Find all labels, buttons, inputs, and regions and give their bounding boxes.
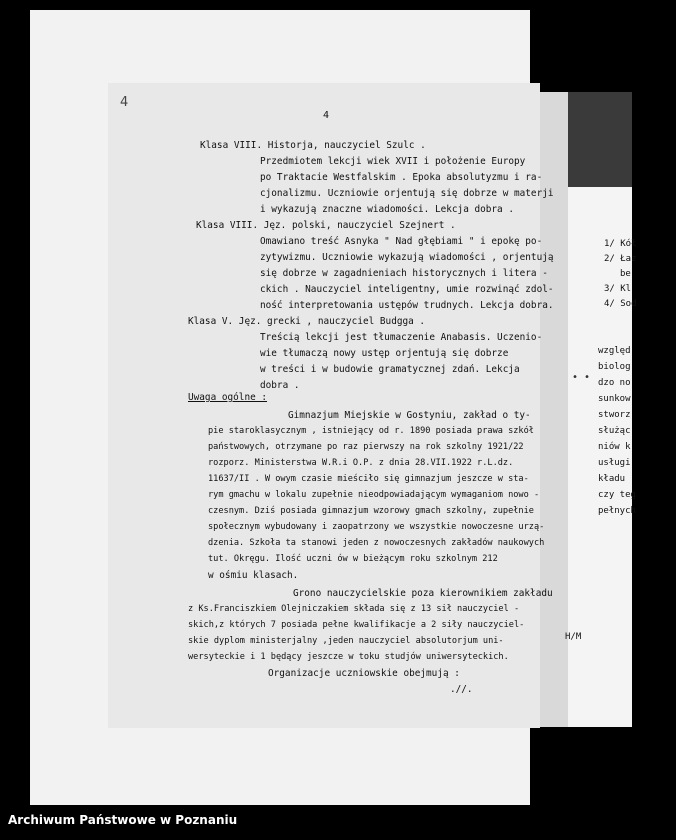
adjacent-line: biolog [598, 362, 631, 372]
text-line: skich,z których 7 posiada pełne kwalifikacje a 2 siły nauczyciel- [188, 620, 525, 630]
text-line: Treścią lekcji jest tłumaczenie Anabasis. Uczenio- [260, 332, 543, 343]
text-line: Przedmiotem lekcji wiek XVII i położenie Europy [260, 156, 526, 167]
text-line: dobra . [260, 380, 300, 391]
text-line: Gimnazjum Miejskie w Gostyniu, zakład o ty- [288, 410, 531, 421]
text-line: czesnym. Dziś posiada gimnazjum wzorowy gmach szkolny, zupełnie [208, 506, 534, 516]
text-line: Omawiano treść Asnyka " Nad głębiami " i epokę po- [260, 236, 543, 247]
text-line: dzenia. Szkoła ta stanowi jeden z nowoczesnych zakładów naukowych [208, 538, 545, 548]
adjacent-line: 4/ Sod [604, 299, 637, 309]
text-line: zytywizmu. Uczniowie wykazują wiadomości , orjentują [260, 252, 554, 263]
adjacent-line: dzo no [598, 378, 631, 388]
text-line: i wykazują znaczne wiadomości. Lekcja dobra . [260, 204, 514, 215]
adjacent-line: be [620, 269, 631, 279]
text-line: pie staroklasycznym , istniejący od r. 1890 posiada prawa szkół [208, 426, 534, 436]
typewritten-page [108, 83, 554, 728]
text-line: ność interpretowania ustępów trudnych. Lekcja dobra. [260, 300, 554, 311]
right-page-dots: • • [572, 372, 591, 383]
text-line: ckich . Nauczyciel inteligentny, umie rozwinąć zdol- [260, 284, 554, 295]
text-line: skie dyplom ministerjalny ,jeden nauczyciel absolutorjum uni- [188, 636, 504, 646]
text-line: z Ks.Franciszkiem Olejniczakiem składa się z 13 sił nauczyciel - [188, 604, 520, 614]
text-line: rym gmachu w lokalu zupełnie nieodpowiadającym wymaganiom nowo - [208, 490, 540, 500]
text-line: państwowych, otrzymane po raz pierwszy na rok szkolny 1921/22 [208, 442, 524, 452]
text-line: 11637/II . W owym czasie mieściło się gimnazjum jeszcze w sta- [208, 474, 529, 484]
text-line: w treści i w budowie gramatycznej zdań. Lekcja [260, 364, 520, 375]
text-line: rozporz. Ministerstwa W.R.i O.P. z dnia 28.VII.1922 r.L.dz. [208, 458, 514, 468]
adjacent-line: kładu [598, 474, 626, 484]
adjacent-line: 2/ Łaz [604, 254, 637, 264]
text-line: w ośmiu klasach. [208, 570, 299, 581]
adjacent-line: względ [598, 346, 631, 356]
adjacent-line: czy teg [598, 490, 636, 500]
adjacent-line: 1/ Kół [604, 239, 637, 249]
text-line: społecznym wybudowany i zaopatrzony we wszystkie nowoczesne urzą- [208, 522, 545, 532]
handwritten-page-number: 4 [120, 95, 129, 110]
page-number: 4 [323, 110, 330, 121]
adjacent-line: pełnych [598, 506, 636, 516]
text-line: wie tłumaczą nowy ustęp orjentują się dobrze [260, 348, 509, 359]
adjacent-line: stworz [598, 410, 631, 420]
adjacent-line: sunkow [598, 394, 631, 404]
text-line: cjonalizmu. Uczniowie orjentują się dobrze w materji [260, 188, 554, 199]
continuation-mark: .//. [450, 684, 473, 695]
text-line: Klasa VIII. Jęz. polski, nauczyciel Szejnert . [196, 220, 456, 231]
adjacent-line: niów k [598, 442, 631, 452]
text-line: po Traktacie Westfalskim . Epoka absolutyzmu i ra- [260, 172, 543, 183]
archive-footer: Archiwum Państwowe w Poznaniu [8, 813, 238, 827]
text-line: wersyteckie i 1 będący jeszcze w toku studjów uniwersyteckich. [188, 652, 509, 662]
text-line: Grono nauczycielskie poza kierownikiem zakładu [293, 588, 553, 599]
adjacent-line: służąc [598, 426, 631, 436]
text-line: się dobrze w zagadnieniach historycznych i litera - [260, 268, 548, 279]
adjacent-page-shadow [568, 92, 632, 187]
text-line: tut. Okręgu. Ilość uczni ów w bieżącym roku szkolnym 212 [208, 554, 498, 564]
text-line: Klasa VIII. Historja, nauczyciel Szulc . [200, 140, 426, 151]
text-line: Klasa V. Jęz. grecki , nauczyciel Budgga . [188, 316, 426, 327]
adjacent-line: 3/ Kl [604, 284, 632, 294]
section-heading: Uwaga ogólne : [188, 392, 268, 403]
adjacent-line: usługi [598, 458, 631, 468]
hm-mark: H/M [565, 632, 582, 642]
text-line: Organizacje uczniowskie obejmują : [268, 668, 460, 679]
